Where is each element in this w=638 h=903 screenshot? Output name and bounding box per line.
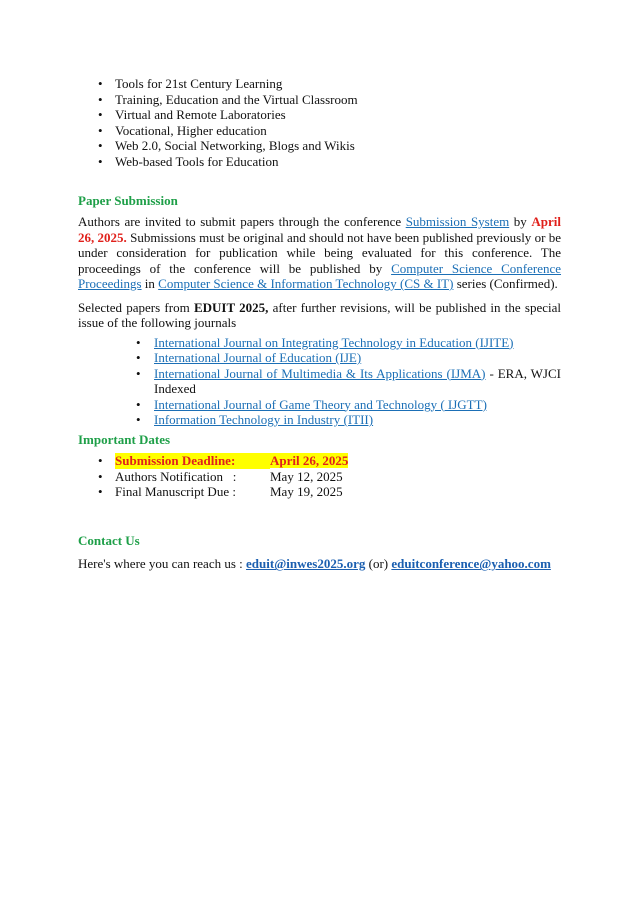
bullet-icon: • <box>136 365 141 381</box>
bullet-icon: • <box>98 468 103 484</box>
journal-item <box>78 335 561 351</box>
contact-heading: Contact Us <box>78 532 140 548</box>
conference-name: EDUIT 2025, <box>193 299 269 315</box>
journal-item <box>78 366 561 397</box>
date-label: Submission Deadline: <box>115 453 270 469</box>
bullet-icon: • <box>98 484 103 500</box>
email-link-inwes[interactable]: eduit@inwes2025.org <box>246 556 366 572</box>
topics-list <box>78 76 561 170</box>
list-item: • Tools for 21st Century Learning <box>98 76 283 91</box>
list-item: • Virtual and Remote Laboratories <box>98 107 286 123</box>
journals-list <box>78 335 561 428</box>
contact-paragraph: Here's where you can reach us : eduit@inwes2025.org (or) eduitconference@yahoo.com <box>78 556 551 572</box>
date-item <box>78 469 561 485</box>
journal-item <box>78 412 561 428</box>
cs-conference-proceedings-link[interactable]: Computer Science Conference Proceedings <box>78 260 562 292</box>
list-item: • Web 2.0, Social Networking, Blogs and Wikis <box>98 138 355 154</box>
cs-it-series-link[interactable]: Computer Science & Information Technology (CS & IT) <box>158 276 454 292</box>
document-page <box>78 76 561 572</box>
journal-link-ijma[interactable]: International Journal of Multimedia & Its Applications (IJMA) <box>154 365 486 381</box>
date-value: May 19, 2025 <box>270 484 343 500</box>
date-item <box>78 484 561 500</box>
dates-list <box>78 453 561 500</box>
bullet-icon: • <box>136 350 141 366</box>
deadline-text: April 26, 2025. <box>78 214 561 245</box>
journal-link-ijgtt[interactable]: International Journal of Game Theory and Technology ( IJGTT) <box>154 396 487 412</box>
date-value: April 26, 2025 <box>270 453 349 469</box>
bullet-icon: • <box>98 122 103 138</box>
submission-paragraph: Authors are invited to submit papers through the conference Submission System by April 26, 2025. Submissions must be original and should not have been published previously or be under consideration for publication while being evaluated for this conference. The proceedings of the conference will be published by Computer Science Conference Proceedings in Computer Science & Information Technology (CS & IT) series (Confirmed). <box>78 214 562 292</box>
bullet-icon: • <box>136 334 141 350</box>
journal-item <box>78 397 561 413</box>
journal-link-itii[interactable]: Information Technology in Industry (ITII) <box>154 412 374 428</box>
selected-papers-paragraph: Selected papers from EDUIT 2025, after further revisions, will be published in the special issue of the following journals <box>78 299 561 331</box>
date-item <box>78 453 561 469</box>
email-link-yahoo[interactable]: eduitconference@yahoo.com <box>391 556 551 572</box>
date-label: Final Manuscript Due : <box>115 484 236 500</box>
bullet-icon: • <box>136 412 141 428</box>
list-item: • Vocational, Higher education <box>98 122 267 138</box>
bullet-icon: • <box>136 396 141 412</box>
journal-link-ijite[interactable]: International Journal on Integrating Technology in Education (IJITE) <box>154 334 514 350</box>
bullet-icon: • <box>98 76 103 91</box>
bullet-icon: • <box>98 107 103 123</box>
journal-link-ije[interactable]: International Journal of Education (IJE) <box>154 350 362 366</box>
bullet-icon: • <box>98 153 103 169</box>
journal-item <box>78 350 561 366</box>
date-label: Authors Notification : <box>115 468 237 484</box>
date-value: May 12, 2025 <box>270 468 343 484</box>
journal-indexing-note: - ERA, WJCI Indexed <box>154 365 561 397</box>
list-item: • Training, Education and the Virtual Classroom <box>98 91 358 107</box>
bullet-icon: • <box>98 138 103 154</box>
list-item: • Web-based Tools for Education <box>98 153 279 169</box>
bullet-icon: • <box>98 453 103 469</box>
submission-system-link[interactable]: Submission System <box>405 214 510 230</box>
important-dates-heading: Important Dates <box>78 431 171 447</box>
bullet-icon: • <box>98 91 103 107</box>
paper-submission-heading: Paper Submission <box>78 192 178 208</box>
